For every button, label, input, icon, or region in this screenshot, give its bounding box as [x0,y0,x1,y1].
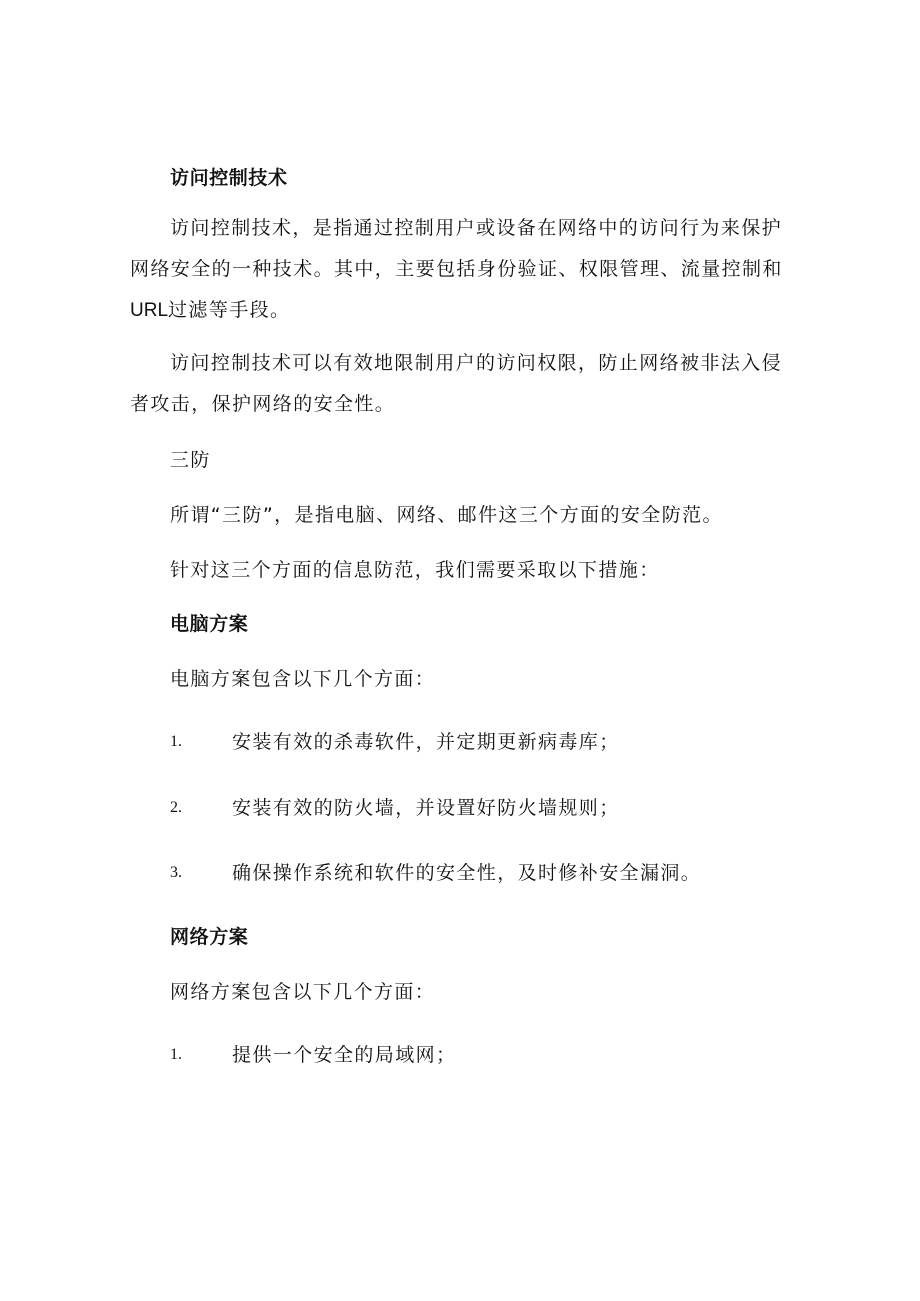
paragraph-three-defense-measures: 针对这三个方面的信息防范，我们需要采取以下措施： [170,559,660,581]
paragraph-computer-plan-intro: 电脑方案包含以下几个方面： [170,668,436,690]
paragraph-access-control-effect [130,343,783,425]
section-heading-access-control: 访问控制技术 [170,167,288,189]
paragraph-line: 网络安全的一种技术。其中，主要包括身份验证、权限管理、流量控制和 [130,258,783,280]
paragraph-line [130,290,775,331]
list-item [170,1041,775,1069]
list-item [170,859,775,887]
paragraph-network-plan-intro: 网络方案包含以下几个方面： [170,981,436,1003]
paragraph-line: 者攻击，保护网络的安全性。 [130,393,396,415]
url-term: URL [130,300,169,321]
section-heading-three-defense: 三防 [170,449,211,471]
paragraph-access-control-definition [130,208,783,331]
list-item [170,728,775,756]
list-text: 提供一个安全的局域网； [232,1044,457,1066]
paragraph-three-defense-definition: 所谓“三防”，是指电脑、网络、邮件这三个方面的安全防范。 [170,504,723,526]
list-number: 3. [170,864,182,881]
paragraph-line: 访问控制技术可以有效地限制用户的访问权限，防止网络被非法入侵 [170,352,783,374]
list-text: 安装有效的防火墙，并设置好防火墙规则； [232,797,620,819]
list-number: 1. [170,1046,182,1063]
list-item [170,794,775,822]
list-text: 安装有效的杀毒软件，并定期更新病毒库； [232,731,620,753]
section-heading-computer-plan: 电脑方案 [170,613,249,635]
section-heading-network-plan: 网络方案 [170,926,249,948]
paragraph-line: 访问控制技术，是指通过控制用户或设备在网络中的访问行为来保护 [170,217,783,239]
list-text: 确保操作系统和软件的安全性，及时修补安全漏洞。 [232,862,702,884]
paragraph-line-rest: 过滤等手段。 [168,299,291,321]
list-number: 1. [170,733,182,750]
list-number: 2. [170,799,182,816]
